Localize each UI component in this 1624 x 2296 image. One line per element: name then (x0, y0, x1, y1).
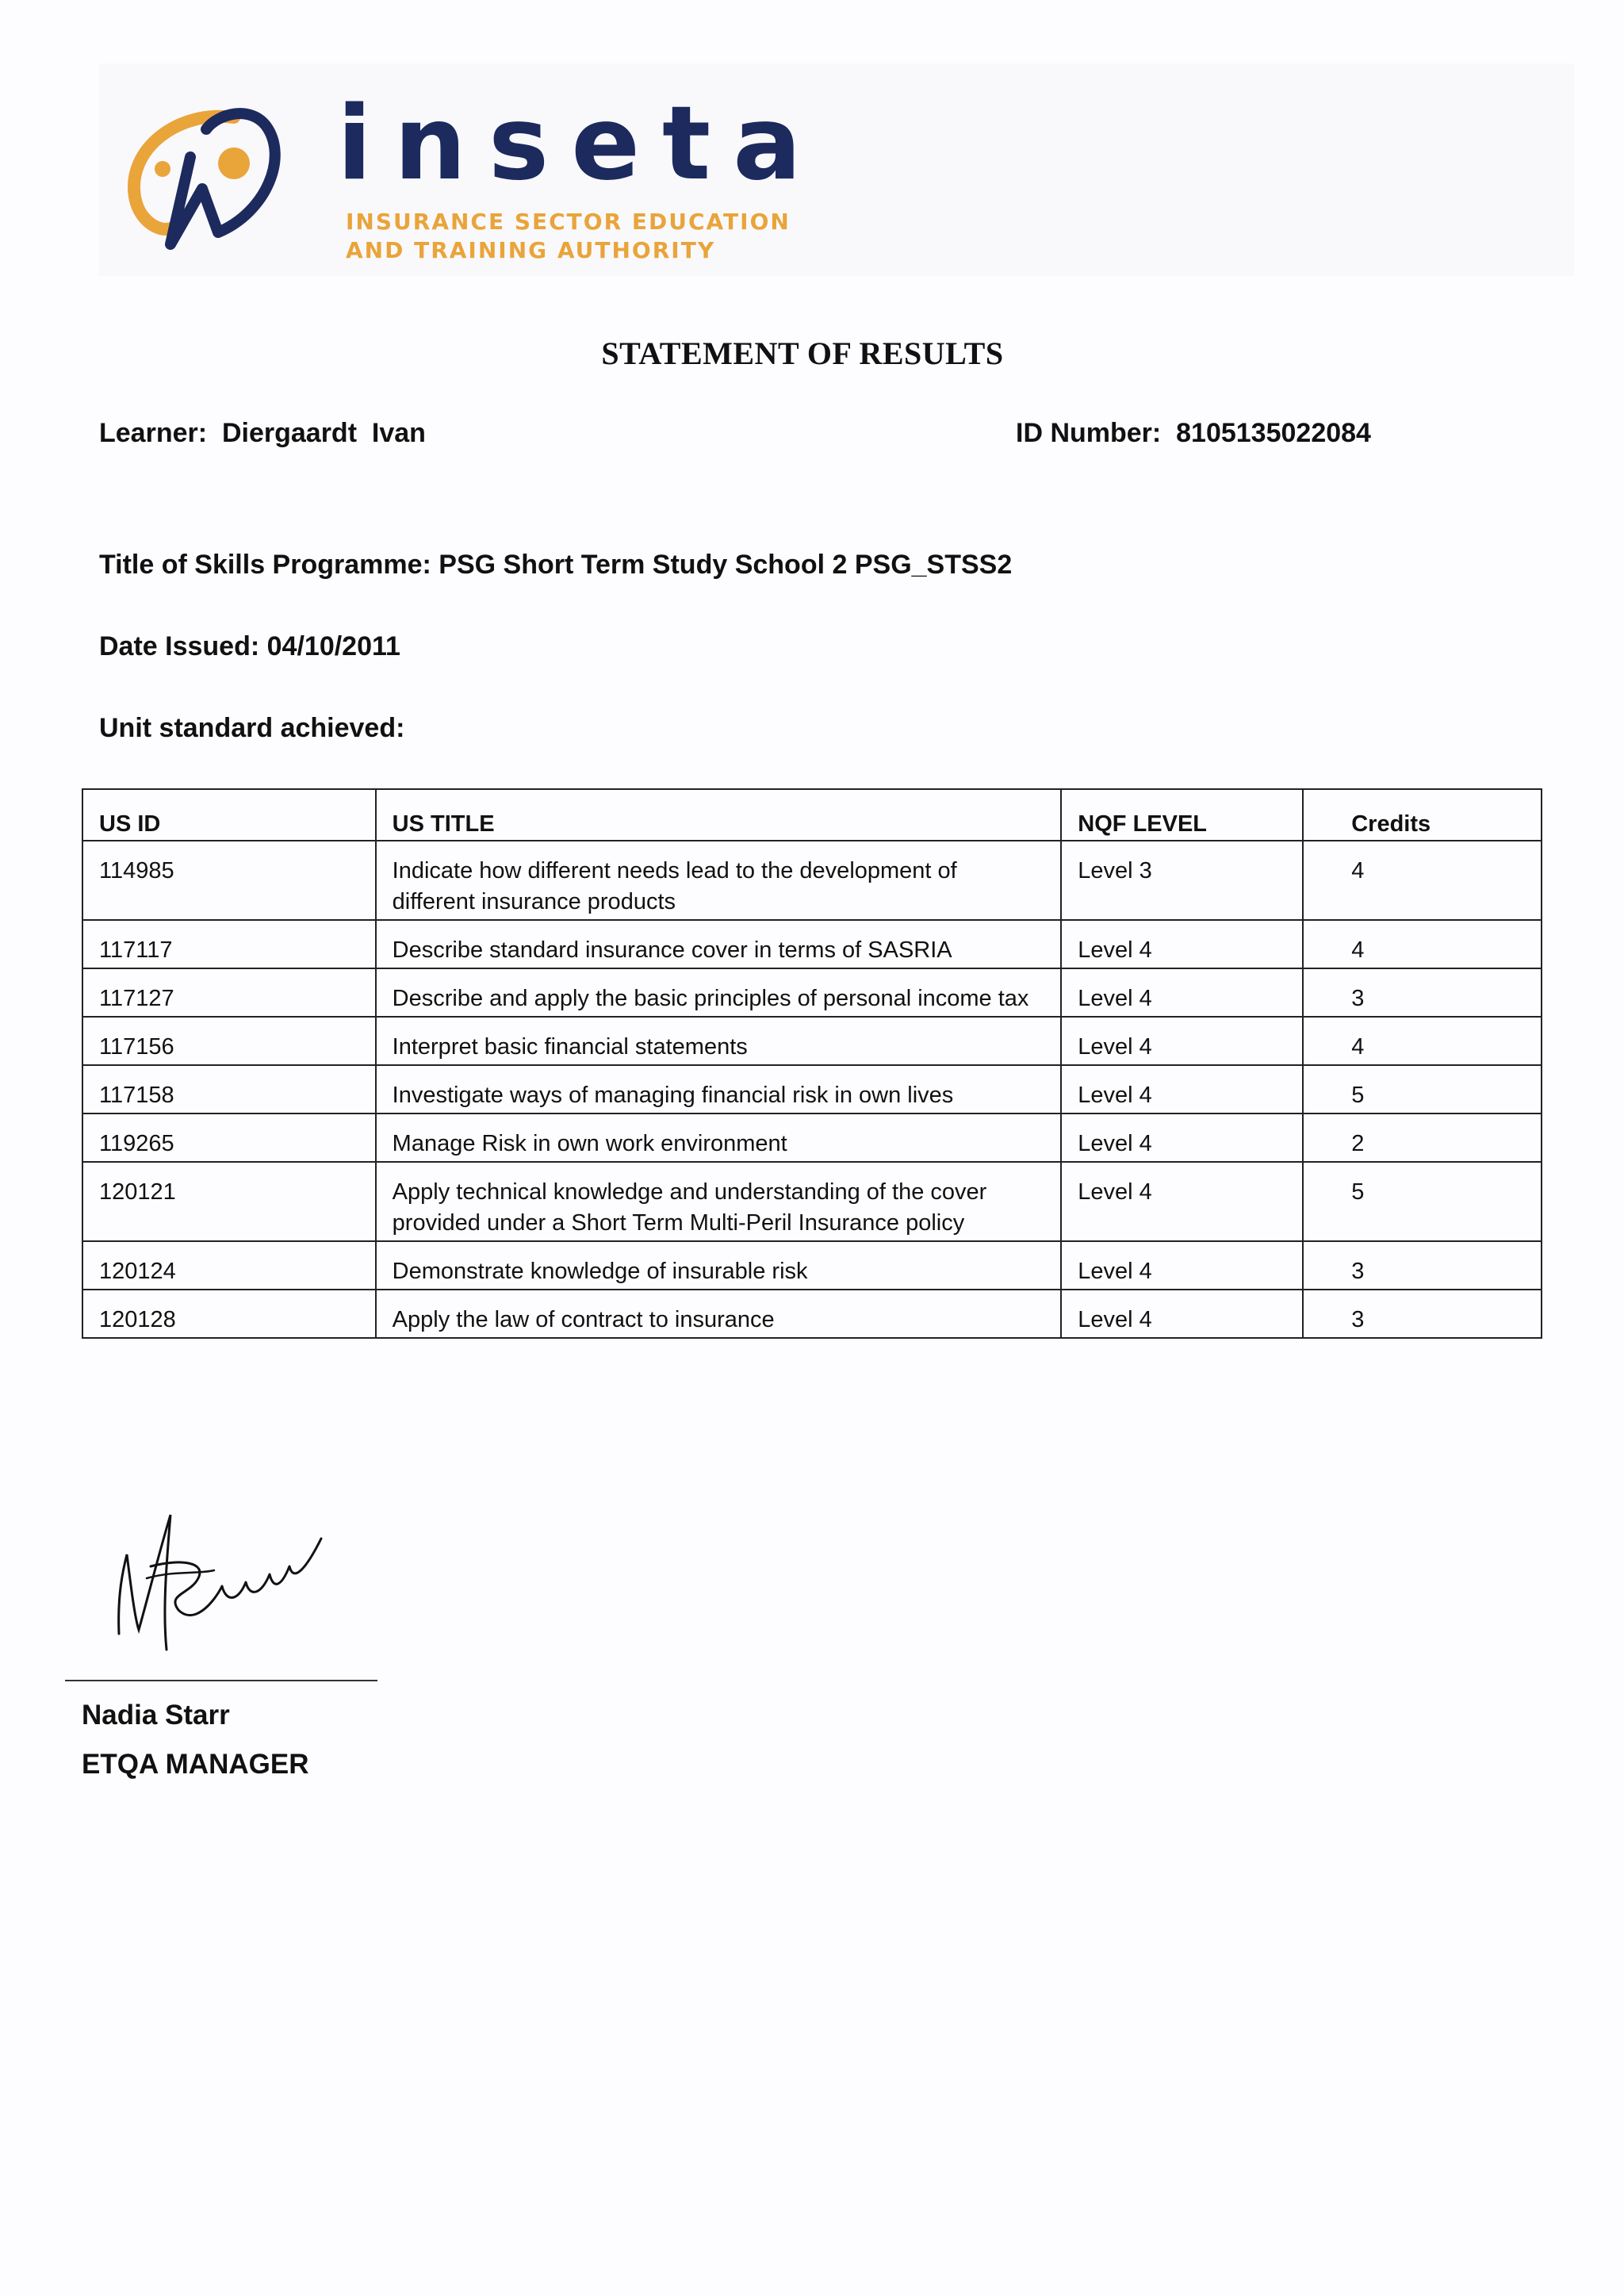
learner-label: Learner: (99, 418, 208, 448)
table-row (82, 1065, 1542, 1114)
nqf-level-cell: Level 4 (1061, 920, 1303, 968)
credits-cell: 4 (1303, 920, 1542, 968)
table-row (82, 1290, 1542, 1338)
id-number-field (1016, 418, 1371, 449)
learner-value: Diergaardt Ivan (221, 418, 426, 448)
signature-image (103, 1491, 341, 1665)
us-title-cell: Indicate how different needs lead to the development of different insurance products (376, 841, 1062, 920)
credits-cell: 5 (1303, 1162, 1542, 1241)
table-row (82, 1017, 1542, 1065)
programme-field (99, 550, 1012, 581)
programme-value: PSG Short Term Study School 2 PSG_STSS2 (439, 550, 1013, 580)
us-title-cell: Apply the law of contract to insurance (376, 1290, 1062, 1338)
id-number-label: ID Number: (1016, 418, 1162, 448)
nqf-level-cell: Level 4 (1061, 1241, 1303, 1290)
nqf-level-cell: Level 4 (1061, 1017, 1303, 1065)
nqf-level-cell: Level 3 (1061, 841, 1303, 920)
date-issued-field (99, 631, 400, 662)
credits-cell: 3 (1303, 1290, 1542, 1338)
table-body (82, 841, 1542, 1338)
nqf-level-cell: Level 4 (1061, 1290, 1303, 1338)
table-row (82, 1114, 1542, 1162)
document-title: STATEMENT OF RESULTS (601, 335, 1004, 371)
us-id-cell: 117156 (82, 1017, 376, 1065)
logo-wordmark: inseta (337, 85, 824, 203)
signature-line (65, 1680, 377, 1681)
us-title-cell: Interpret basic financial statements (376, 1017, 1062, 1065)
credits-cell: 4 (1303, 841, 1542, 920)
us-id-cell: 117158 (82, 1065, 376, 1114)
table-row (82, 968, 1542, 1017)
header-us-id: US ID (82, 789, 376, 841)
nqf-level-cell: Level 4 (1061, 1162, 1303, 1241)
us-title-cell: Describe and apply the basic principles of personal income tax (376, 968, 1062, 1017)
credits-cell: 3 (1303, 968, 1542, 1017)
results-table (82, 788, 1542, 1339)
programme-label: Title of Skills Programme: (99, 550, 431, 580)
credits-cell: 3 (1303, 1241, 1542, 1290)
us-id-cell: 120128 (82, 1290, 376, 1338)
us-title-cell: Investigate ways of managing financial risk in own lives (376, 1065, 1062, 1114)
nqf-level-cell: Level 4 (1061, 1065, 1303, 1114)
us-id-cell: 117117 (82, 920, 376, 968)
us-title-cell: Apply technical knowledge and understanding of the cover provided under a Short Term Multi-Peril Insurance policy (376, 1162, 1062, 1241)
us-title-cell: Manage Risk in own work environment (376, 1114, 1062, 1162)
credits-cell: 2 (1303, 1114, 1542, 1162)
date-issued-value: 04/10/2011 (266, 631, 400, 661)
units-heading: Unit standard achieved: (99, 713, 405, 743)
date-issued-label: Date Issued: (99, 631, 260, 661)
signatory-name: Nadia Starr (82, 1700, 230, 1731)
table-header-row (82, 789, 1542, 841)
logo-subtitle (346, 208, 791, 265)
logo-subtitle-line-1: INSURANCE SECTOR EDUCATION (346, 209, 791, 235)
us-title-cell: Describe standard insurance cover in terms of SASRIA (376, 920, 1062, 968)
signatory-role: ETQA MANAGER (82, 1749, 309, 1780)
table-row (82, 841, 1542, 920)
nqf-level-cell: Level 4 (1061, 968, 1303, 1017)
table-row (82, 1241, 1542, 1290)
header-credits: Credits (1303, 789, 1542, 841)
us-id-cell: 120124 (82, 1241, 376, 1290)
table-row (82, 1162, 1542, 1241)
table-row (82, 920, 1542, 968)
header-nqf-level: NQF LEVEL (1061, 789, 1303, 841)
us-id-cell: 117127 (82, 968, 376, 1017)
us-id-cell: 120121 (82, 1162, 376, 1241)
learner-field (99, 418, 426, 449)
us-id-cell: 114985 (82, 841, 376, 920)
id-number-value: 8105135022084 (1176, 418, 1371, 448)
header-us-title: US TITLE (376, 789, 1062, 841)
logo-subtitle-line-2: AND TRAINING AUTHORITY (346, 237, 716, 263)
credits-cell: 4 (1303, 1017, 1542, 1065)
us-title-cell: Demonstrate knowledge of insurable risk (376, 1241, 1062, 1290)
us-id-cell: 119265 (82, 1114, 376, 1162)
nqf-level-cell: Level 4 (1061, 1114, 1303, 1162)
credits-cell: 5 (1303, 1065, 1542, 1114)
logo-band (99, 63, 1574, 276)
inseta-logo-icon (115, 94, 305, 268)
